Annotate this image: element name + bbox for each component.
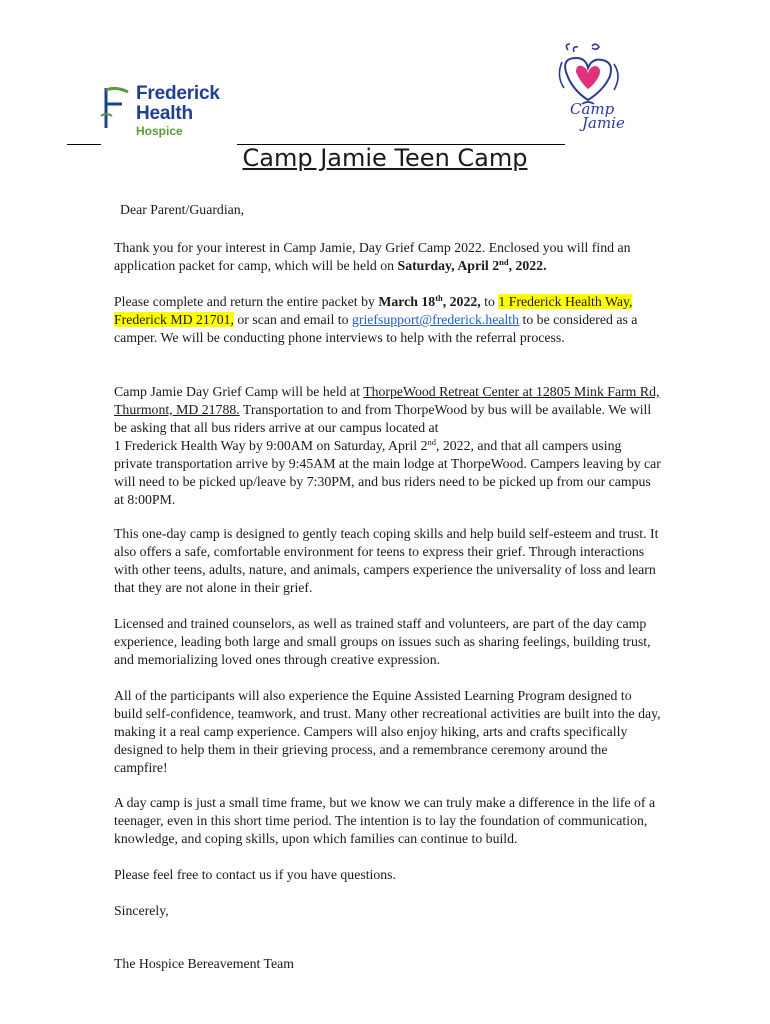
paragraph-counselors: Licensed and trained counselors, as well as trained staff and volunteers, are part of the day camp experience, leading both large and small groups on issues such as sharing feelings, building trust, and memorializing loved ones through creative expression.: [114, 616, 651, 667]
camp-date: [398, 258, 547, 273]
page-title: Camp Jamie Teen Camp: [242, 144, 528, 172]
submission-to: to: [480, 294, 499, 309]
camp-jamie-wordmark: [570, 102, 630, 130]
deadline: [378, 294, 480, 309]
logo-line-health: Health: [136, 103, 193, 124]
paragraph-purpose: This one-day camp is designed to gently teach coping skills and help build self-esteem and trust. It also offers a safe, comfortable environment for teens to express their grief. Through interactions with other teens, adults, nature, and animals, campers experience the universality of loss and learn that they are not alone in their grief.: [114, 526, 659, 595]
camp-date-year: , 2022.: [508, 258, 547, 273]
intro-text: Thank you for your interest in Camp Jamie, Day Grief Camp 2022. Enclosed you will find an application packet for camp, which will be held on: [114, 240, 631, 273]
closing: Sincerely,: [114, 903, 169, 918]
submission-text: Please complete and return the entire packet by: [114, 294, 379, 309]
camp-jamie-logo: [552, 42, 632, 142]
arrival-details: , 2022, and that all campers using private transportation arrive by 9:45AM at the main lodge at ThorpeWood. Campers leaving by car will need to be picked up/leave by 7:30PM, and bus riders need to be picked up from our campus at 8:00PM.: [114, 438, 661, 507]
logo-line-frederick: Frederick: [136, 83, 220, 104]
submission-closing: to be considered as a camper. We will be conducting phone interviews to help with the referral process.: [114, 312, 638, 345]
deadline-year: , 2022,: [442, 294, 481, 309]
logo-line-camp: Camp: [570, 100, 615, 118]
camp-date-suffix: nd: [499, 257, 509, 267]
signature: The Hospice Bereavement Team: [114, 956, 294, 971]
arrival-text: 1 Frederick Health Way by 9:00AM on Saturday, April 2: [114, 438, 428, 453]
location-text: Camp Jamie Day Grief Camp will be held at: [114, 384, 364, 399]
camp-date-text: Saturday, April 2: [397, 258, 500, 273]
salutation: Dear Parent/Guardian,: [120, 202, 245, 217]
paragraph-impact: A day camp is just a small time frame, but we know we can truly make a difference in the life of a teenager, even in this short time period. The intention is to lay the foundation of communication, knowledge, and coping skills, upon which families can continue to build.: [114, 795, 656, 846]
venue-address: ThorpeWood Retreat Center at 12805 Mink Farm Rd, Thurmont, MD 21788.: [114, 384, 660, 417]
deadline-suffix: th: [435, 293, 443, 303]
mailing-address: 1 Frederick Health Way, Frederick MD 21701,: [114, 294, 633, 327]
frederick-health-wordmark: [136, 84, 220, 138]
submission-email-intro: or scan and email to: [233, 312, 352, 327]
logo-line-hospice: Hospice: [136, 124, 183, 138]
paragraph-location: [114, 383, 662, 509]
frederick-health-hospice-logo: [100, 84, 240, 144]
deadline-text: March 18: [378, 294, 436, 309]
paragraph-activities: All of the participants will also experience the Equine Assisted Learning Program designed to build self-confidence, teamwork, and trust. Many other recreational activities are built into the day, making it a real camp experience. Campers will also enjoy hiking, arts and crafts specifically designed to help them in their grieving process, and a remembrance ceremony around the campfire!: [114, 688, 661, 775]
paragraph-intro: [114, 239, 662, 275]
frederick-health-mark-icon: [100, 86, 132, 130]
transport-text: Transportation to and from ThorpeWood by bus will be available. We will be asking that all bus riders arrive at our campus located at: [114, 402, 652, 435]
logo-line-jamie: Jamie: [582, 114, 625, 132]
email-link[interactable]: griefsupport@frederick.health: [351, 312, 520, 327]
paragraph-submission: [114, 293, 662, 347]
paragraph-contact: Please feel free to contact us if you have questions.: [114, 867, 396, 882]
arrival-date-suffix: nd: [427, 437, 436, 447]
